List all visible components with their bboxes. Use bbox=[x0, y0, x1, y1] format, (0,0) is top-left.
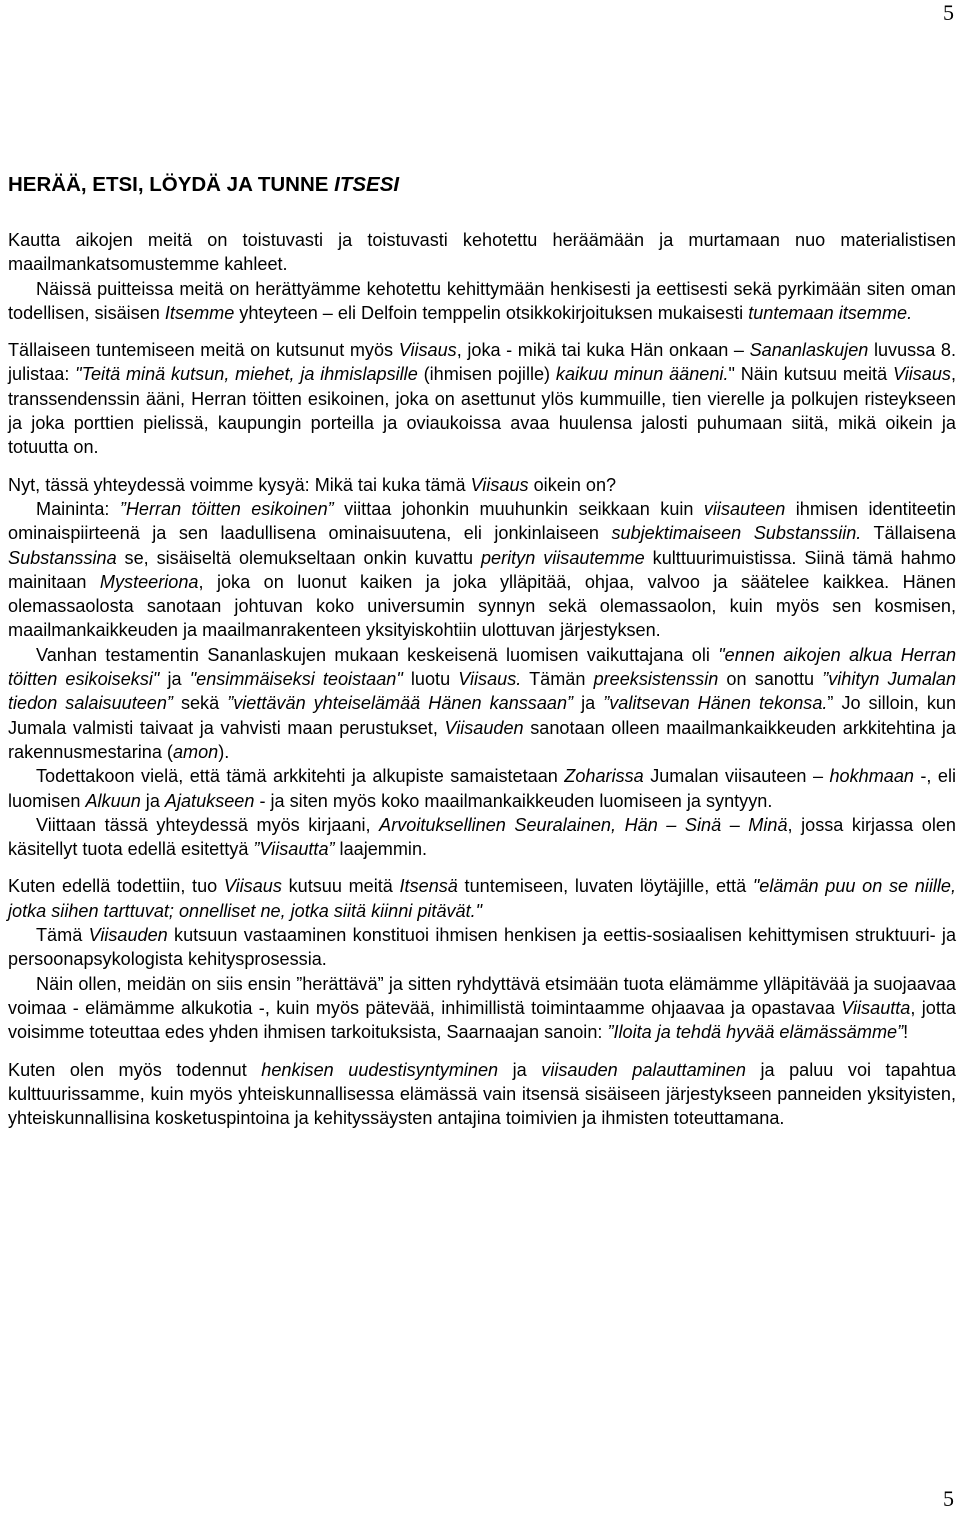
text: Nyt, tässä yhteydessä voimme kysyä: Mikä tai kuka tämä bbox=[8, 474, 471, 495]
emphasis: Sananlaskujen bbox=[749, 340, 869, 361]
emphasis: Alkuun bbox=[85, 790, 141, 811]
text: viittaa johonkin muuhunkin seikkaan kuin bbox=[333, 498, 704, 519]
text: " Näin kutsuu meitä bbox=[728, 364, 893, 385]
emphasis: Substanssina bbox=[8, 547, 117, 568]
text: , jotta voisimme toteuttaa edes yhden ihmisen tarkoituksista, Saarnaajan sanoin: bbox=[8, 997, 956, 1043]
text: ! bbox=[903, 1022, 909, 1043]
paragraph-5 bbox=[8, 497, 956, 643]
text: on sanottu bbox=[718, 669, 823, 690]
emphasis: hokhmaan bbox=[829, 766, 914, 787]
emphasis: henkisen uudestisyntyminen bbox=[261, 1059, 499, 1080]
article-body bbox=[8, 228, 956, 1130]
emphasis: ”viettävän yhteiselämää Hänen kanssaan” bbox=[227, 693, 574, 714]
emphasis: Viisaus bbox=[470, 474, 529, 495]
text: Tämä bbox=[36, 925, 89, 946]
text: Kautta aikojen meitä on toistuvasti ja toistuvasti kehotettu heräämään ja murtamaan nuo materialistisen maailmankatsomustemme kahleet. bbox=[8, 230, 956, 275]
emphasis: preeksistenssin bbox=[593, 669, 719, 690]
text: , transsendenssin ääni, Herran töitten esikoinen, joka on asettunut ylös kummuille, tien vierelle ja polkujen risteykseen ja joka porttien pielissä, kaupungin porteilla ja oviaukoissa avaa huulensa jalosti puhumaan siitä, mikä oikein ja totuutta on. bbox=[8, 364, 956, 458]
emphasis: tuntemaan itsemme. bbox=[748, 302, 913, 323]
text: Kuten edellä todettiin, tuo bbox=[8, 876, 224, 897]
paragraph-11 bbox=[8, 972, 956, 1045]
text: Vanhan testamentin Sananlaskujen mukaan keskeisenä luomisen vaikuttajana oli bbox=[36, 644, 719, 665]
emphasis: Mysteeriona bbox=[99, 571, 199, 592]
emphasis: ”Herran töitten esikoinen” bbox=[119, 498, 334, 519]
emphasis: ”Viisautta” bbox=[253, 839, 335, 860]
text: Näin ollen, meidän on siis ensin ”herättävä” ja sitten ryhdyttävä etsimään tuota elämämme ylläpitävää ja suojaavaa voimaa - elämämme alkukotia -, kuin myös pätevää, inhimillistä toimintaamme ohjaavaa ja opastavaa bbox=[8, 973, 956, 1018]
text: Tällaisena bbox=[861, 523, 956, 544]
paragraph-2 bbox=[8, 277, 956, 326]
page-title bbox=[8, 173, 399, 197]
emphasis: amon bbox=[172, 741, 219, 762]
emphasis: Viisaus bbox=[223, 876, 282, 897]
text: luotu bbox=[402, 669, 459, 690]
emphasis: Itsemme bbox=[164, 302, 235, 323]
text: Tämän bbox=[521, 669, 594, 690]
emphasis: kaikuu minun ääneni. bbox=[555, 364, 729, 385]
text: ja bbox=[140, 790, 165, 811]
emphasis: Viisautta bbox=[841, 997, 911, 1018]
emphasis: Viisaus. bbox=[458, 669, 522, 690]
emphasis: "Teitä minä kutsun, miehet, ja ihmislapsille bbox=[75, 364, 418, 385]
paragraph-10 bbox=[8, 923, 956, 972]
text: Todettakoon vielä, että tämä arkkitehti ja alkupiste samaistetaan bbox=[36, 766, 565, 787]
paragraph-7 bbox=[8, 764, 956, 813]
emphasis: viisauden palauttaminen bbox=[541, 1059, 746, 1080]
emphasis: subjektimaiseen Substanssiin. bbox=[611, 523, 862, 544]
text: -, eli luomisen bbox=[8, 766, 956, 811]
text: , jossa kirjassa olen käsitellyt tuota edellä esitettyä bbox=[8, 814, 956, 860]
text: ihmisen identiteetin ominaispiirteenä ja sen laadullisena ominaisuutena, eli jonkinlaiseen bbox=[8, 498, 956, 544]
text: Maininta: bbox=[36, 498, 120, 519]
text: ja bbox=[498, 1059, 542, 1080]
title-text: HERÄÄ, ETSI, LÖYDÄ JA TUNNE bbox=[8, 173, 335, 196]
emphasis: Arvoituksellinen Seuralainen, Hän – Sinä – Minä bbox=[379, 814, 788, 835]
paragraph-6 bbox=[8, 643, 956, 764]
paragraph-9 bbox=[8, 874, 956, 923]
paragraph-3 bbox=[8, 338, 956, 459]
text: luvussa 8. julistaa: bbox=[8, 340, 956, 385]
text: Jumalan viisauteen – bbox=[643, 766, 830, 787]
text: - ja siten myös koko maailmankaikkeuden luomiseen ja syntyyn. bbox=[254, 790, 773, 811]
emphasis: ”Iloita ja tehdä hyvää elämässämme” bbox=[607, 1022, 904, 1043]
text: ja bbox=[573, 693, 604, 714]
emphasis: perityn viisautemme bbox=[480, 547, 645, 568]
text: kutsuu meitä bbox=[281, 876, 400, 897]
page-number-top: 5 bbox=[943, 0, 954, 25]
text: oikein on? bbox=[528, 474, 617, 495]
emphasis: Viisaus bbox=[892, 364, 951, 385]
text: Tällaiseen tuntemiseen meitä on kutsunut myös bbox=[8, 340, 399, 361]
paragraph-8 bbox=[8, 813, 956, 862]
emphasis: Viisauden bbox=[444, 717, 524, 738]
emphasis: Ajatukseen bbox=[164, 790, 255, 811]
emphasis: "ennen aikojen alkua Herran töitten esikoiseksi" bbox=[8, 644, 957, 690]
text: se, sisäiseltä olemukseltaan onkin kuvattu bbox=[116, 547, 481, 568]
text: kulttuurimuistissa. Siinä tämä hahmo mainitaan bbox=[8, 547, 956, 592]
text: ja paluu voi tapahtua kulttuurissamme, kuin myös yhteiskunnallisessa elämässä vain itsensä sisäiseen järjestykseen panneiden yksityisten, yhteiskunnallisina kosketuspintoina ja kehityssäysten antajina toimivien ja ihmisten toteuttamana. bbox=[8, 1059, 956, 1129]
text: (ihmisen pojille) bbox=[417, 364, 556, 385]
text: , joka - mikä tai kuka Hän onkaan – bbox=[456, 340, 750, 361]
text: tuntemiseen, luvaten löytäjille, että bbox=[457, 876, 753, 897]
text: ” Jo silloin, kun Jumala valmisti taivaat ja vahvisti maan perustukset, bbox=[8, 693, 957, 738]
emphasis: "elämän puu on se niille, jotka siihen tarttuvat; onnelliset ne, jotka siitä kiinni pitävät." bbox=[8, 876, 956, 921]
text: ). bbox=[218, 741, 230, 762]
text: laajemmin. bbox=[334, 839, 428, 860]
paragraph-12 bbox=[8, 1058, 956, 1131]
emphasis: Viisauden bbox=[88, 925, 168, 946]
emphasis: ”vihityn Jumalan tiedon salaisuuteen” bbox=[8, 669, 957, 714]
emphasis: Viisaus bbox=[398, 340, 457, 361]
paragraph-1 bbox=[8, 228, 956, 277]
emphasis: ”valitsevan Hänen tekonsa. bbox=[603, 693, 828, 714]
text: ja bbox=[159, 669, 190, 690]
emphasis: Zoharissa bbox=[564, 766, 644, 787]
title-emphasis: ITSESI bbox=[334, 173, 400, 196]
text: , joka on luonut kaiken ja joka ylläpitää, ohjaa, valvoo ja säätelee kaikkea. Hänen olemassaolosta sanotaan johtuvan koko universumin synnyn sekä olemassaolon, kuin myös sen kosmisen, maailmankaikkeuden ja maailmanrakenteen yksityiskohtiin ulottuvan järjestyksen. bbox=[8, 571, 956, 641]
paragraph-4 bbox=[8, 473, 956, 497]
emphasis: viisauteen bbox=[703, 498, 786, 519]
text: Viittaan tässä yhteydessä myös kirjaani, bbox=[36, 814, 380, 835]
text: yhteyteen – eli Delfoin temppelin otsikkokirjoituksen mukaisesti bbox=[234, 302, 749, 323]
page-number-bottom: 5 bbox=[943, 1486, 954, 1511]
text: sekä bbox=[172, 693, 228, 714]
emphasis: Itsensä bbox=[399, 876, 458, 897]
text: Näissä puitteissa meitä on herättyämme kehotettu kehittymään henkisesti ja eettisesti sekä pyrkimään siten oman todellisen, sisäisen bbox=[8, 278, 956, 323]
text: kutsuun vastaaminen konstituoi ihmisen henkisen ja eettis-sosiaalisen kehittymisen struktuuri- ja persoonapsykologista kehitysprosessia. bbox=[8, 925, 957, 970]
emphasis: "ensimmäiseksi teoistaan" bbox=[189, 669, 403, 690]
text: Kuten olen myös todennut bbox=[8, 1059, 262, 1080]
text: sanotaan olleen maailmankaikkeuden arkkitehtina ja rakennusmestarina ( bbox=[8, 717, 956, 762]
